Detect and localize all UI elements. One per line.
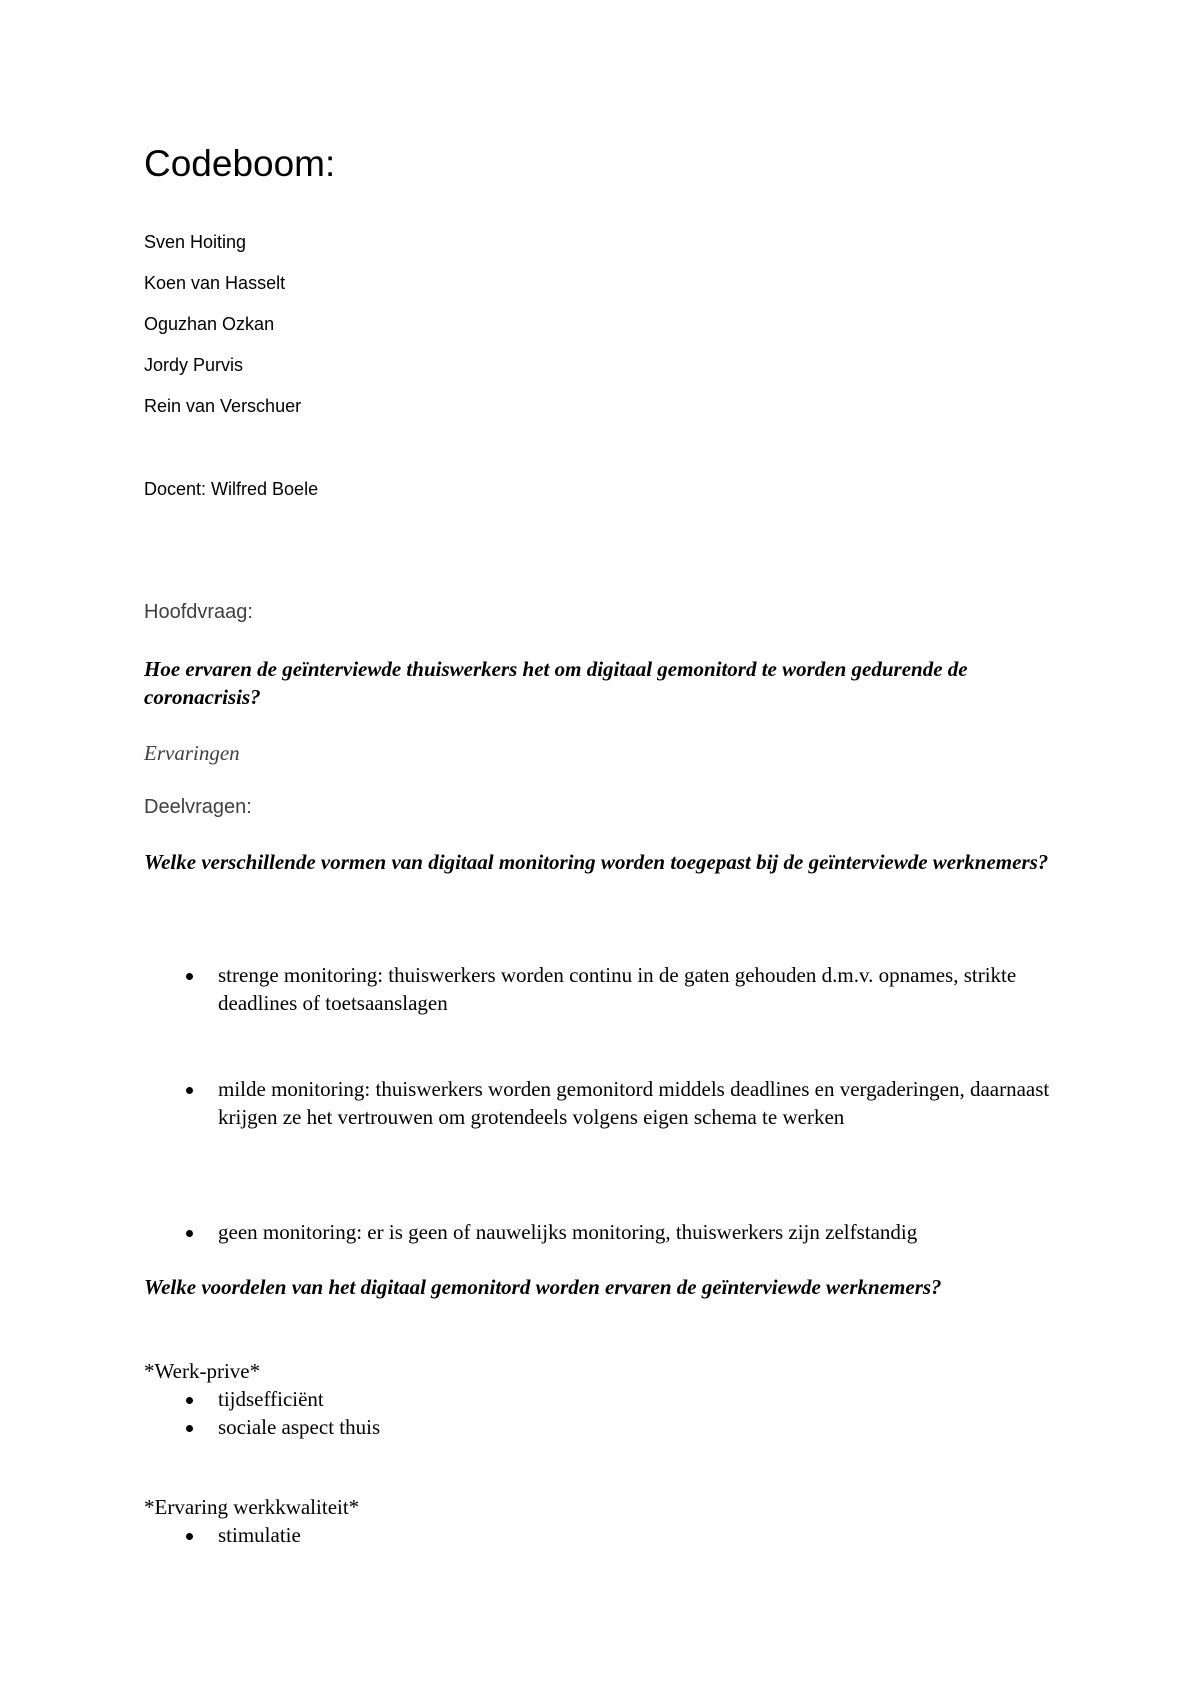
list-item bbox=[144, 1521, 1074, 1549]
list-item-text: sociale aspect thuis bbox=[218, 1415, 381, 1439]
author-name: Sven Hoiting bbox=[144, 232, 247, 252]
bullet-icon bbox=[186, 1397, 193, 1404]
list-item bbox=[144, 1385, 1074, 1413]
bullet-icon bbox=[186, 973, 193, 980]
bullet-icon bbox=[186, 1425, 193, 1432]
monitoring-forms-list bbox=[144, 1218, 1144, 1246]
main-theme: Ervaringen bbox=[144, 741, 240, 765]
monitoring-forms-list bbox=[144, 1075, 1074, 1131]
author-name: Oguzhan Ozkan bbox=[144, 314, 275, 334]
main-question: Hoe ervaren de geïnterviewde thuiswerkers het om digitaal gemonitord te worden gedurende de coronacrisis? bbox=[144, 657, 968, 709]
list-item bbox=[144, 1075, 1074, 1131]
sub-questions-label: Deelvragen: bbox=[144, 796, 252, 818]
list-item bbox=[144, 1413, 1074, 1441]
main-question-label: Hoofdvraag: bbox=[144, 601, 253, 623]
sub-question-2: Welke voordelen van het digitaal gemonitord worden ervaren de geïnterviewde werknemers? bbox=[144, 1275, 942, 1299]
docent-line: Docent: Wilfred Boele bbox=[144, 479, 319, 499]
bullet-icon bbox=[186, 1087, 193, 1094]
group-label-work-quality: *Ervaring werkkwaliteit* bbox=[144, 1495, 360, 1519]
sub-question-1: Welke verschillende vormen van digitaal monitoring worden toegepast bij de geïnterviewde werknemers? bbox=[144, 850, 1049, 874]
list-item-text: geen monitoring: er is geen of nauwelijks monitoring, thuiswerkers zijn zelfstandig bbox=[218, 1220, 918, 1244]
bullet-icon bbox=[186, 1230, 193, 1237]
work-private-list bbox=[144, 1385, 1074, 1441]
work-quality-list bbox=[144, 1521, 1074, 1549]
list-item-text: stimulatie bbox=[218, 1523, 301, 1547]
monitoring-forms-list bbox=[144, 961, 1074, 1017]
group-label-work-private: *Werk-prive* bbox=[144, 1359, 261, 1383]
author-name: Jordy Purvis bbox=[144, 355, 244, 375]
list-item bbox=[144, 961, 1074, 1017]
author-name: Rein van Verschuer bbox=[144, 396, 302, 416]
author-name: Koen van Hasselt bbox=[144, 273, 286, 293]
list-item-text: tijdsefficiënt bbox=[218, 1387, 324, 1411]
list-item-text: milde monitoring: thuiswerkers worden gemonitord middels deadlines en vergaderingen, daarnaast krijgen ze het vertrouwen om grotendeels volgens eigen schema te werken bbox=[218, 1077, 1050, 1129]
list-item bbox=[144, 1218, 1144, 1246]
bullet-icon bbox=[186, 1533, 193, 1540]
document-title: Codeboom: bbox=[144, 143, 336, 184]
list-item-text: strenge monitoring: thuiswerkers worden continu in de gaten gehouden d.m.v. opnames, strikte deadlines of toetsaanslagen bbox=[218, 963, 1017, 1015]
